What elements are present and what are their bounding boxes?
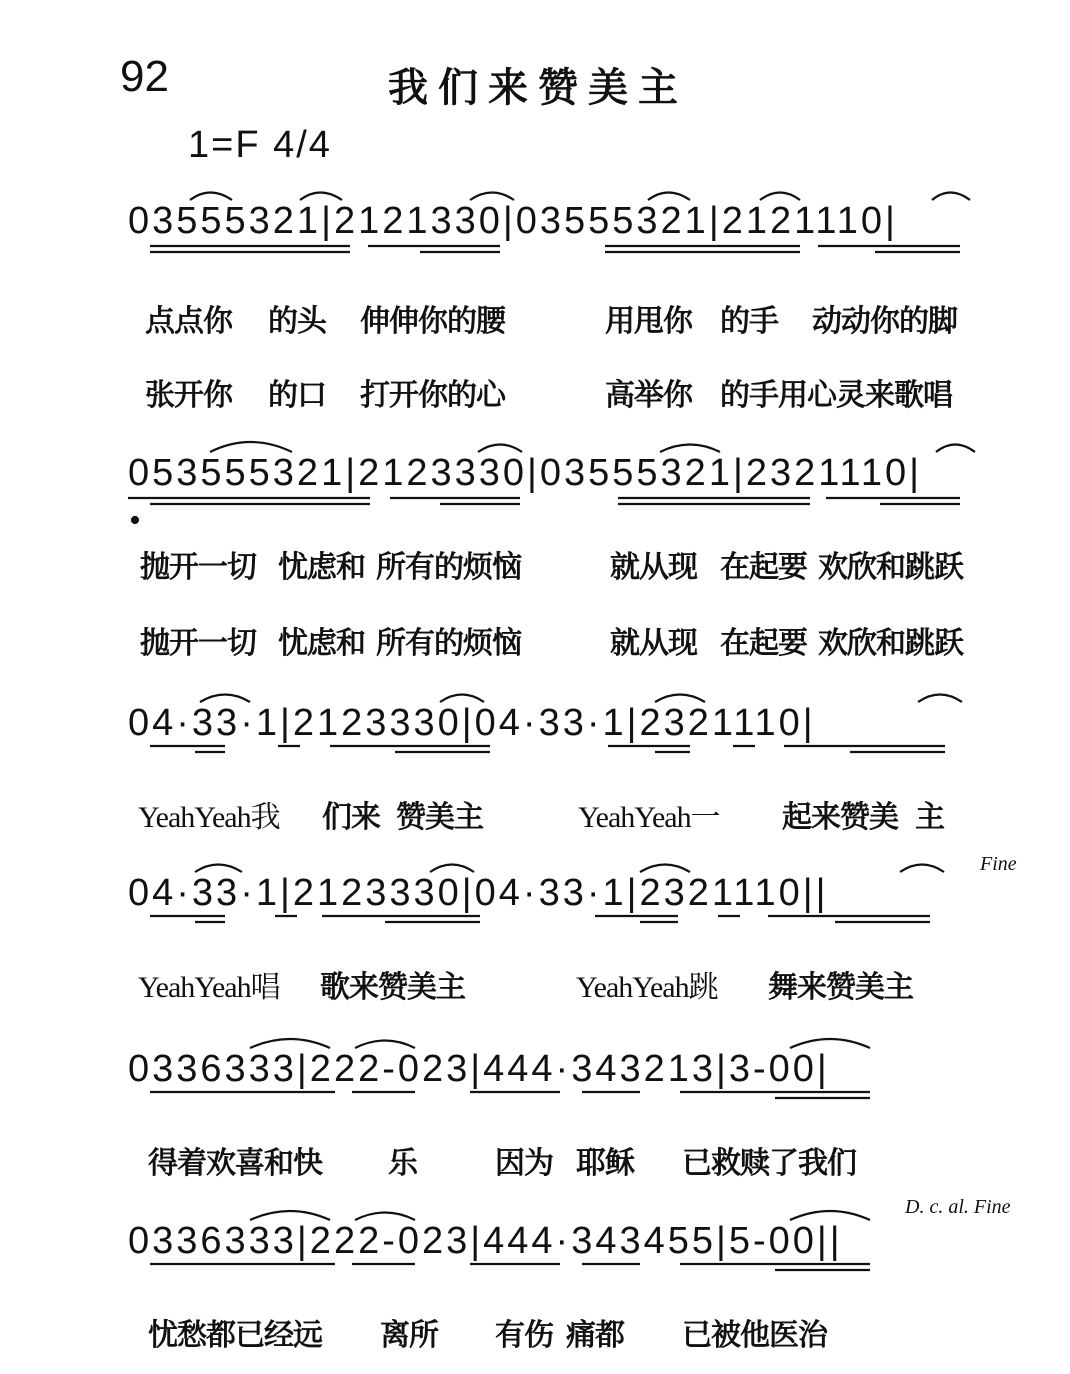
lyric-segment: 动动你的脚 [812,304,957,339]
lyric-segment: 的手用心灵来歌唱 [720,378,952,413]
dc-al-fine-mark: D. c. al. Fine [905,1196,1011,1218]
lyric-segment: 有伤 [495,1318,553,1353]
lyric-segment: 痛都 [566,1318,624,1353]
lyric-segment: 在起要 [720,626,807,661]
lyric-segment: 主 [915,800,944,835]
lyric-segment: 的手 [720,304,778,339]
lyric-segment: 张开你 [145,378,232,413]
lyric-segment: 们来 [322,800,380,835]
lyric-segment: 点点你 [145,304,232,339]
lyric-segment: 就从现 [610,550,697,585]
lyric-segment: 已被他医治 [682,1318,827,1353]
notation-line: 0336333|222-023|444·343213|3-00| [128,1048,830,1090]
lyric-segment: 伸伸你的腰 [360,304,505,339]
lyric-segment: 歌来赞美主 [320,970,465,1005]
lyric-segment: 忧虑和 [278,626,365,661]
lyric-segment: 因为 [495,1146,553,1181]
lyric-segment: 欢欣和跳跃 [818,550,963,585]
lyric-segment: 打开你的心 [360,378,505,413]
lyric-segment: 用甩你 [605,304,692,339]
lyric-segment: YeahYeah唱 [138,971,280,1004]
lyric-segment: 起来赞美 [782,800,898,835]
lyric-segment: 欢欣和跳跃 [818,626,963,661]
notation-line: 053555321|2123330|03555321|2321110| [128,452,922,494]
lyric-segment: YeahYeah一 [578,801,720,834]
lyric-segment: 得着欢喜和快 [148,1146,322,1181]
page-number: 92 [120,52,169,101]
lyric-segment: 所有的烦恼 [376,550,521,585]
notation-line: 0336333|222-023|444·343455|5-00|| [128,1220,843,1262]
lyric-segment: 忧虑和 [278,550,365,585]
song-title: 我们来赞美主 [388,65,688,111]
lyric-segment: 的口 [268,378,326,413]
lyric-segment: 抛开一切 [140,550,256,585]
lyric-segment: 乐 [388,1146,417,1181]
lyric-segment: 舞来赞美主 [768,970,913,1005]
notation-line: 04·33·1|2123330|04·33·1|2321110|| [128,872,829,914]
lyric-segment: YeahYeah我 [138,801,280,834]
lyric-segment: YeahYeah跳 [576,971,718,1004]
notation-line: 03555321|2121330|03555321|2121110| [128,200,898,242]
lyric-segment: 就从现 [610,626,697,661]
lyric-segment: 赞美主 [396,800,483,835]
lyric-segment: 高举你 [605,378,692,413]
lyric-segment: 忧愁都已经远 [148,1318,322,1353]
lyric-segment: 已救赎了我们 [682,1146,856,1181]
fine-mark: Fine [980,853,1017,875]
lyric-segment: 抛开一切 [140,626,256,661]
lyric-segment: 所有的烦恼 [376,626,521,661]
lyric-segment: 的头 [268,304,326,339]
key-signature: 1=F 4/4 [188,124,332,166]
lyric-segment: 离所 [380,1318,438,1353]
lyric-segment: 耶稣 [576,1146,634,1181]
lyric-segment: 在起要 [720,550,807,585]
notation-line: 04·33·1|2123330|04·33·1|2321110| [128,702,816,744]
